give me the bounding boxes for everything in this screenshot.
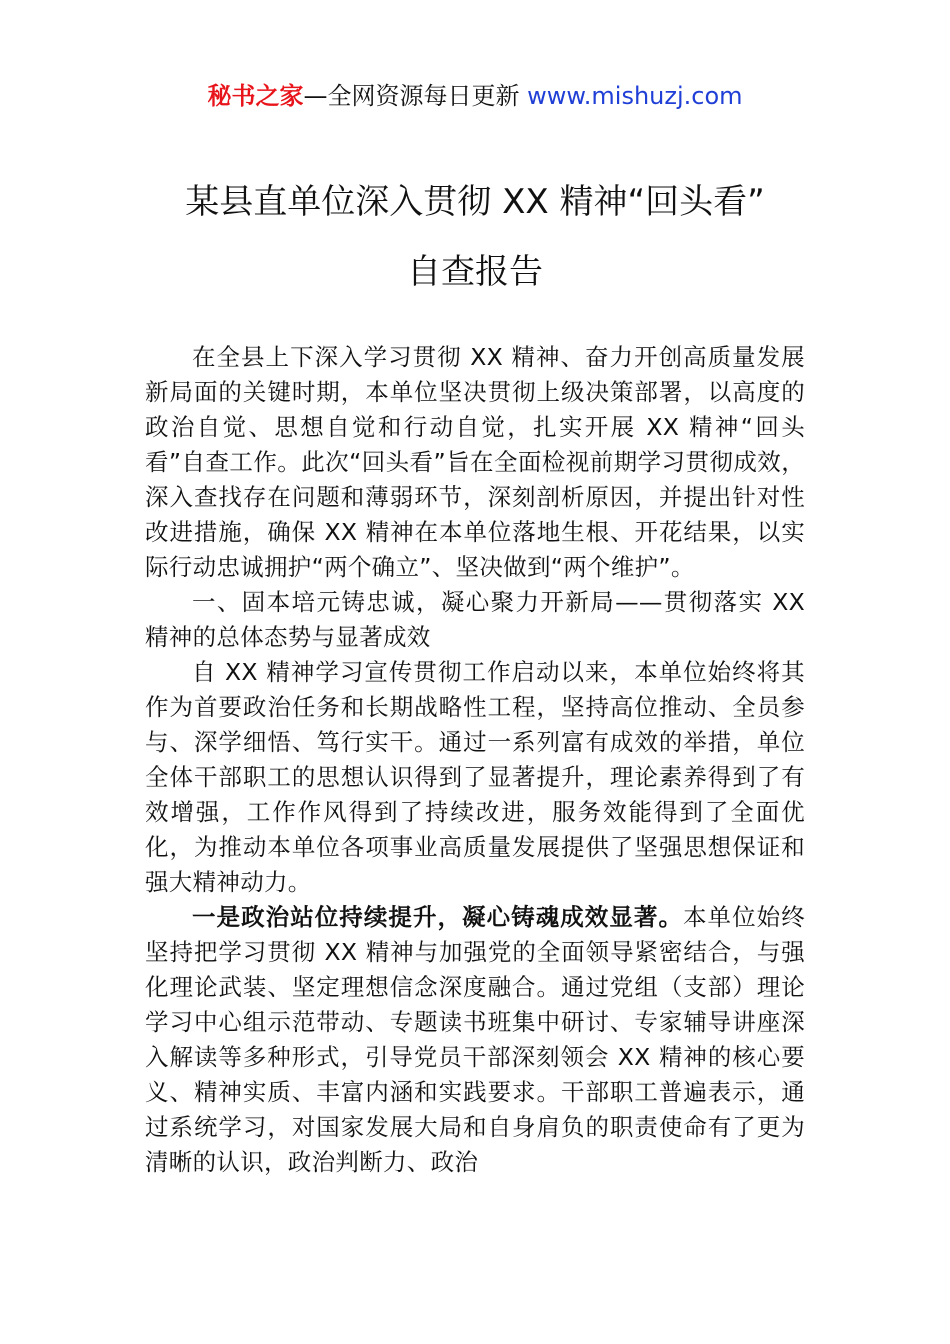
document-body bbox=[145, 340, 805, 1180]
achievement-paragraph: 自 XX 精神学习宣传贯彻工作启动以来，本单位始终将其作为首要政治任务和长期战略性工程，坚持高位推动、全员参与、深学细悟、笃行实干。通过一系列富有成效的举措，单位全体干部职工的思想认识得到了显著提升，理论素养得到了有效增强，工作作风得到了持续改进，服务效能得到了全面优化，为推动本单位各项事业高质量发展提供了坚强思想保证和强大精神动力。 bbox=[145, 658, 805, 896]
banner-brand: 秘书之家 bbox=[207, 82, 304, 110]
banner-site-link[interactable]: www.mishuzj.com bbox=[527, 82, 743, 110]
section-heading: 一、固本培元铸忠诚，凝心聚力开新局——贯彻落实 XX 精神的总体态势与显著成效 bbox=[145, 588, 805, 651]
site-banner bbox=[0, 80, 950, 112]
point-one-lead: 一是政治站位持续提升，凝心铸魂成效显著。 bbox=[192, 903, 683, 931]
intro-paragraph: 在全县上下深入学习贯彻 XX 精神、奋力开创高质量发展新局面的关键时期，本单位坚决贯彻上级决策部署，以高度的政治自觉、思想自觉和行动自觉，扎实开展 XX 精神“回头看”自查工作。此次“回头看”旨在全面检视前期学习贯彻成效，深入查找存在问题和薄弱环节，深刻剖析原因，并提出针对性改进措施，确保 XX 精神在本单位落地生根、开花结果，以实际行动忠诚拥护“两个确立”、坚决做到“两个维护”。 bbox=[145, 343, 805, 581]
point-one-text: 本单位始终坚持把学习贯彻 XX 精神与加强党的全面领导紧密结合，与强化理论武装、坚定理想信念深度融合。通过党组（支部）理论学习中心组示范带动、专题读书班集中研讨、专家辅导讲座深入解读等多种形式，引导党员干部深刻领会 XX 精神的核心要义、精神实质、丰富内涵和实践要求。干部职工普遍表示，通过系统学习，对国家发展大局和自身肩负的职责使命有了更为清晰的认识，政治判断力、政治 bbox=[145, 903, 805, 1176]
document-title-line-1: 某县直单位深入贯彻 XX 精神“回头看” bbox=[185, 182, 765, 222]
banner-slogan: —全网资源每日更新 bbox=[303, 82, 528, 110]
point-one-paragraph bbox=[145, 900, 805, 1180]
document-title-line-2: 自查报告 bbox=[407, 252, 543, 292]
